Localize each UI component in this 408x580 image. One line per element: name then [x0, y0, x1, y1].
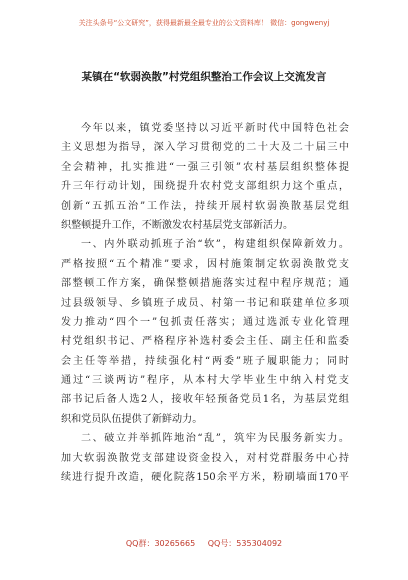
body-line: 升三年行动计划，围绕提升农村党支部组织力这个重点， [61, 181, 349, 193]
body-line: 加大软弱涣散党支部建设资金投入，对村党群服务中心持 [61, 452, 349, 464]
body-line: 严格按照“五个精准”要求，因村施策制定软弱涣散党支 [61, 258, 349, 270]
footer-qq-number: QQ号：535304092 [207, 539, 283, 548]
body-line: 发力推动“四个一”包抓责任落实；通过选派专业化管理 [61, 316, 349, 328]
body-line: 过县级领导、乡镇班子成员、村第一书记和联建单位多项 [61, 297, 349, 309]
footer-contact [0, 538, 408, 549]
body-line: 通过“三谈两访”程序，从本村大学毕业生中纳入村党支 [61, 375, 349, 387]
body-line: 会主任等举措，持续强化村“两委”班子履职能力；同时 [61, 355, 349, 367]
body-line: 今年以来，镇党委坚持以习近平新时代中国特色社会 [81, 123, 349, 134]
body-line: 织整顿提升工作，不断激发农村基层党支部新活力。 [61, 219, 294, 231]
body-line: 织和党员队伍提供了新鲜动力。 [61, 413, 203, 425]
header-promo-text: 关注头条号“公文研究”，获得最新最全最专业的公文资料库！ 微信：gongwenyj [78, 19, 330, 27]
body-line: 创新“五抓五治”工作法，持续开展村软弱涣散基层党组 [61, 200, 349, 212]
body-line: 全会精神，扎实推进“一强三引领”农村基层组织整体提 [61, 161, 349, 173]
document-title: 某镇在“软弱涣散”村党组织整治工作会议上交流发言 [81, 71, 327, 83]
body-line: 主义思想为指导，深入学习贯彻党的二十大及二十届三中 [61, 142, 349, 154]
footer-qq-group: QQ群：30265665 [125, 539, 196, 548]
body-line: 村党组织书记、严格程序补选村委会主任、副主任和监委 [61, 336, 349, 348]
section-heading: 一、内外联动抓班子治“软”，构建组织保障新效力。 [81, 239, 349, 251]
body-line: 续进行提升改造，硬化院落150余平方米，粉刷墙面170平 [61, 472, 349, 484]
document-body [61, 119, 349, 487]
body-line: 部整顿工作方案，确保整顿措施落实过程中程序规范；通 [61, 278, 349, 290]
section-heading: 二、破立并举抓阵地治“乱”，筑牢为民服务新实力。 [81, 433, 349, 445]
body-line: 部书记后备人选2人，接收年轻预备党员1名，为基层党组 [61, 394, 349, 406]
